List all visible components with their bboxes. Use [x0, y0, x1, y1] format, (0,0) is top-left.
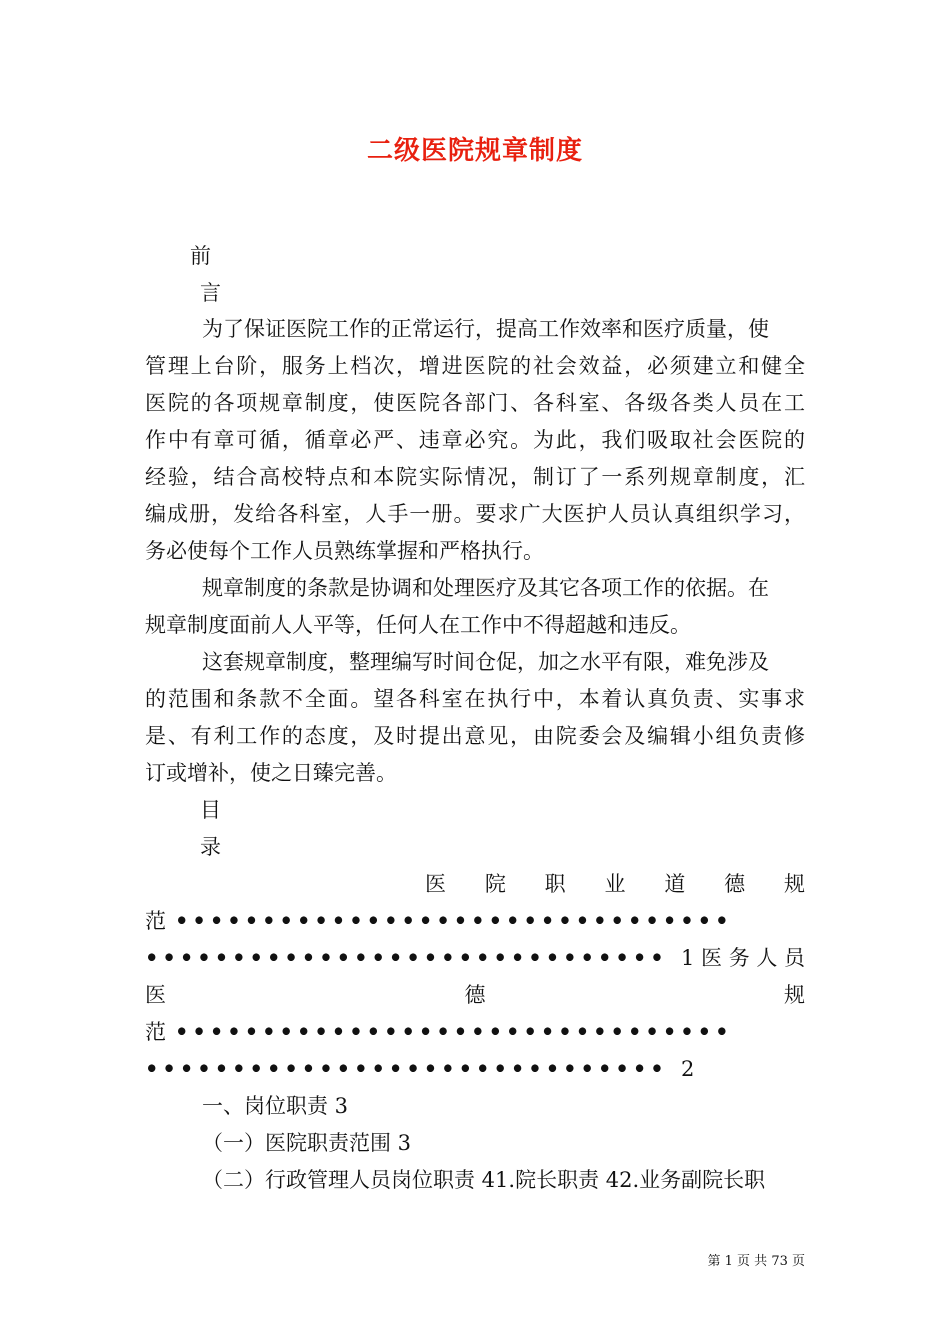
paragraph-line: 经验，结合高校特点和本院实际情况，制订了一系列规章制度，汇 — [145, 465, 805, 489]
toc-line: 医 德 规 — [145, 983, 805, 1007]
toc-text: 1 医 务 人 员 — [681, 946, 806, 970]
preface-heading-1: 前 — [190, 244, 211, 268]
paragraph-line: 管理上台阶，服务上档次，增进医院的社会效益，必须建立和健全 — [145, 354, 805, 378]
preface-heading-2: 言 — [200, 281, 221, 305]
paragraph-line: 规章制度面前人人平等，任何人在工作中不得超越和违反。 — [145, 613, 691, 637]
paragraph-line: 这套规章制度，整理编写时间仓促，加之水平有限，难免涉及 — [202, 650, 769, 674]
toc-leader-dots: •••••••••••••••••••••••••••••• — [145, 1056, 668, 1081]
toc-item: （二）行政管理人员岗位职责 41.院长职责 42.业务副院长职 — [202, 1168, 766, 1192]
toc-line — [145, 1019, 805, 1045]
document-title: 二级医院规章制度 — [366, 136, 583, 166]
paragraph-line: 编成册，发给各科室，人手一册。要求广大医护人员认真组织学习， — [145, 502, 805, 526]
toc-leader-dots: •••••••••••••••••••••••••••••••• — [175, 908, 733, 933]
toc-text: 范 — [145, 1020, 166, 1044]
toc-item: 一、岗位职责 3 — [202, 1094, 349, 1118]
paragraph-line: 作中有章可循，循章必严、违章必究。为此，我们吸取社会医院的 — [145, 428, 805, 452]
toc-line: 医 院 职 业 道 德 规 — [425, 872, 805, 896]
paragraph-line: 为了保证医院工作的正常运行，提高工作效率和医疗质量，使 — [202, 317, 769, 341]
paragraph-line: 规章制度的条款是协调和处理医疗及其它各项工作的依据。在 — [202, 576, 769, 600]
toc-leader-dots: •••••••••••••••••••••••••••••• — [145, 945, 668, 970]
page-footer: 第 1 页 共 73 页 — [707, 1254, 805, 1269]
paragraph-line: 是、有利工作的态度，及时提出意见，由院委会及编辑小组负责修 — [145, 724, 805, 748]
paragraph-line: 医院的各项规章制度，使医院各部门、各科室、各级各类人员在工 — [145, 391, 805, 415]
toc-text: 范 — [145, 909, 166, 933]
paragraph-line: 订或增补，使之日臻完善。 — [145, 761, 397, 785]
paragraph-line: 的范围和条款不全面。望各科室在执行中，本着认真负责、实事求 — [145, 687, 805, 711]
toc-heading-1: 目 — [200, 798, 221, 822]
toc-heading-2: 录 — [200, 835, 221, 859]
toc-text: 2 — [681, 1057, 695, 1081]
toc-leader-dots: •••••••••••••••••••••••••••••••• — [175, 1019, 733, 1044]
toc-line — [145, 908, 805, 934]
paragraph-line: 务必使每个工作人员熟练掌握和严格执行。 — [145, 539, 544, 563]
toc-item: （一）医院职责范围 3 — [202, 1131, 412, 1155]
